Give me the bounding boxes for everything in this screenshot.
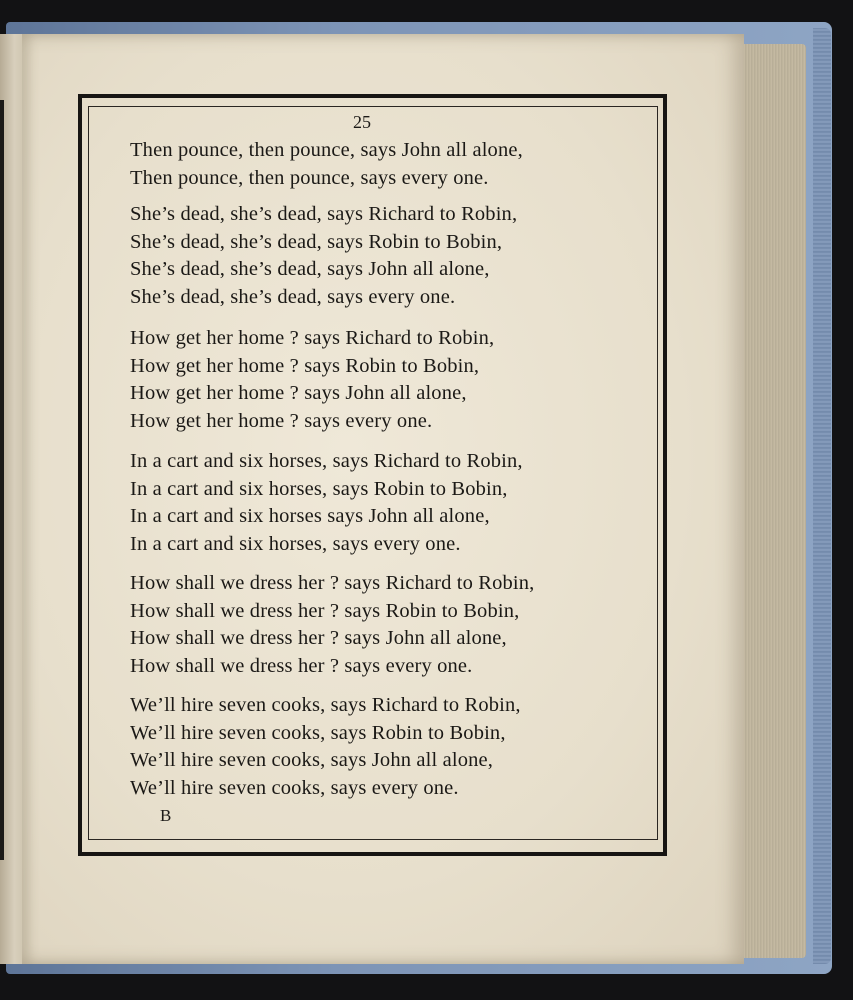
verse-line: Then pounce, then pounce, says John all alone, bbox=[130, 139, 523, 161]
verse-line: In a cart and six horses, says Richard to Robin, bbox=[130, 450, 523, 472]
page-block-edges bbox=[736, 44, 806, 958]
verse-line: She’s dead, she’s dead, says Richard to Robin, bbox=[130, 203, 518, 225]
verse-line: She’s dead, she’s dead, says John all alone, bbox=[130, 258, 490, 280]
signature-mark: B bbox=[160, 806, 172, 825]
verse-line: In a cart and six horses, says every one. bbox=[130, 532, 461, 555]
verse-line: How shall we dress her ? says Richard to Robin, bbox=[130, 572, 535, 594]
stanza-4 bbox=[130, 448, 640, 558]
verse-line: Then pounce, then pounce, says every one. bbox=[130, 166, 489, 189]
verse-line: How shall we dress her ? says every one. bbox=[130, 654, 473, 677]
verse-line: How get her home ? says Robin to Bobin, bbox=[130, 354, 480, 377]
stanza-6 bbox=[130, 692, 640, 802]
stanza-2 bbox=[130, 201, 640, 311]
verse-line: How get her home ? says Richard to Robin, bbox=[130, 327, 495, 349]
stanza-5 bbox=[130, 570, 640, 680]
verse-line: We’ll hire seven cooks, says Robin to Bobin, bbox=[130, 721, 506, 744]
page-number: 25 bbox=[353, 112, 371, 132]
cover-edge bbox=[813, 28, 831, 964]
verse-line: We’ll hire seven cooks, says John all alone, bbox=[130, 749, 494, 771]
verse-line: In a cart and six horses, says Robin to Bobin, bbox=[130, 477, 508, 500]
verse-line: How get her home ? says every one. bbox=[130, 409, 433, 432]
verse-line: She’s dead, she’s dead, says every one. bbox=[130, 285, 456, 308]
stanza-1 bbox=[130, 137, 640, 192]
stanza-3 bbox=[130, 325, 640, 435]
left-page-border-mark bbox=[0, 100, 4, 860]
verse-line: How shall we dress her ? says John all alone, bbox=[130, 627, 507, 649]
verse-line: We’ll hire seven cooks, says Richard to Robin, bbox=[130, 694, 521, 716]
verse-line: In a cart and six horses says John all alone, bbox=[130, 505, 490, 527]
verse-line: How shall we dress her ? says Robin to Bobin, bbox=[130, 599, 520, 622]
verse-line: We’ll hire seven cooks, says every one. bbox=[130, 776, 459, 799]
verse-line: How get her home ? says John all alone, bbox=[130, 382, 467, 404]
verse-line: She’s dead, she’s dead, says Robin to Bobin, bbox=[130, 230, 503, 253]
